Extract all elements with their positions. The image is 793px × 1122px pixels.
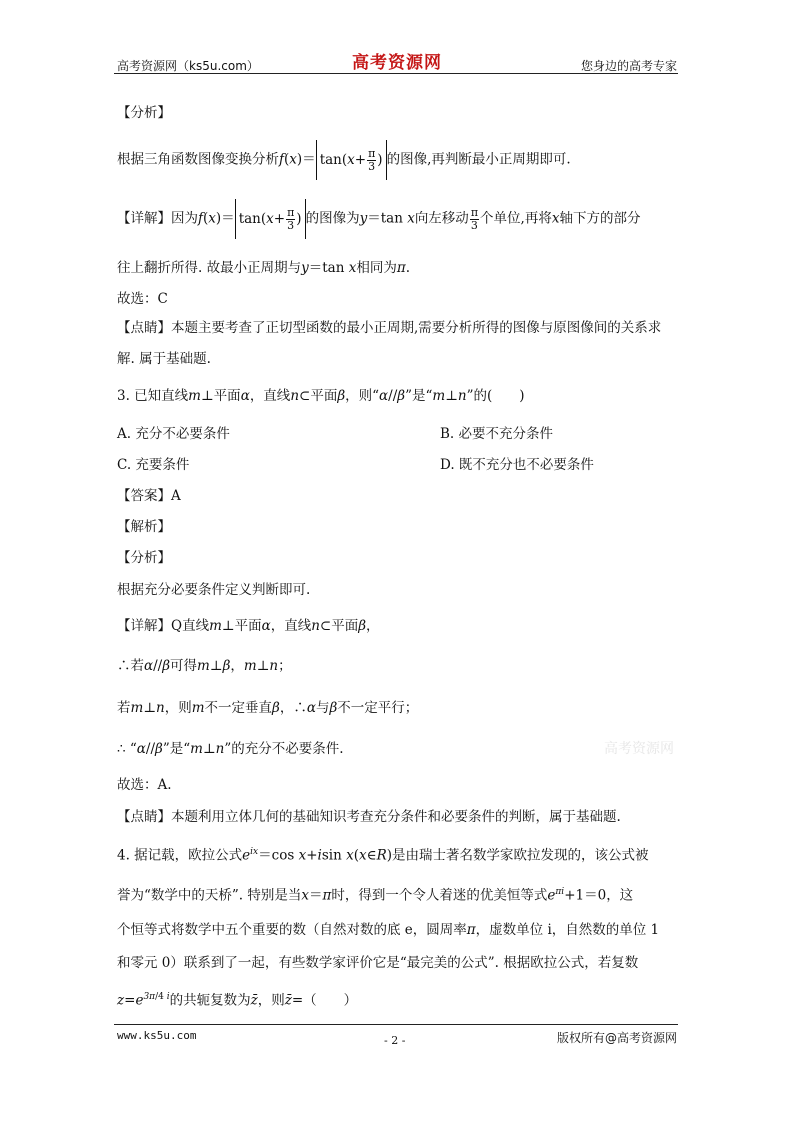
question-4-line5: $z=e^{3\pi/4 i}$的共轭复数为z̄，则z̄=（ ）: [117, 992, 358, 1009]
footer-copyright: 版权所有@高考资源网: [556, 1031, 677, 1045]
footer-divider: [114, 1024, 678, 1025]
analysis-heading-2: 【分析】: [117, 550, 171, 566]
question-4-line4: 和零元 0）联系到了一起，有些数学家评价它是“最完美的公式”. 根据欧拉公式，若复数: [117, 955, 639, 971]
option-a: A. 充分不必要条件: [117, 426, 230, 442]
header-divider: [114, 73, 678, 74]
answer-choice-text-2: 故选：A.: [117, 777, 172, 793]
detail-text-line2: 往上翻折所得. 故最小正周期与y＝tan x相同为π.: [117, 260, 410, 276]
option-b: B. 必要不充分条件: [440, 426, 554, 442]
option-d: D. 既不充分也不必要条件: [440, 457, 594, 473]
comment-text-line2: 解. 属于基础题.: [117, 351, 211, 367]
section-analysis-heading: 【分析】: [117, 105, 171, 121]
answer-choice-text: 故选：C: [117, 291, 168, 307]
answer-heading: 【答案】A: [117, 488, 181, 504]
comment-text-line1: 【点睛】本题主要考查了正切型函数的最小正周期,需要分析所得的图像与原图像间的关系求: [117, 320, 662, 336]
question-4-line2: 誉为“数学中的天桥”. 特别是当x＝π时，得到一个令人着迷的优美恒等式$e^{\pi i}+1=0$，这: [117, 887, 634, 904]
header-site-name: 高考资源网（ks5u.com）: [117, 59, 259, 73]
analysis-text-2: 根据充分必要条件定义判断即可.: [117, 582, 311, 598]
detail-2-line4: ∴ “α//β”是“m⊥n”的充分不必要条件.: [117, 741, 344, 757]
comment-text-2: 【点睛】本题利用立体几何的基础知识考查充分条件和必要条件的判断，属于基础题.: [117, 809, 621, 825]
question-3-stem: 3. 已知直线m⊥平面α，直线n⊂平面β，则“α//β”是“m⊥n”的( ): [117, 388, 525, 404]
detail-2-line1: 【详解】Q直线m⊥平面α，直线n⊂平面β，: [117, 618, 380, 634]
question-4-line3: 个恒等式将数学中五个重要的数（自然对数的底 e，圆周率π，虚数单位 i，自然数的单位 1: [117, 922, 660, 938]
detail-2-line3: 若m⊥n，则m不一定垂直β，∴α与β不一定平行；: [117, 700, 419, 716]
watermark: 高考资源网: [604, 741, 674, 757]
detail-text-line1: 【详解】因为f(x)＝ tan(x+ $\frac{\pi}{3}$ ) 的图像为y＝tan x向左移动 $\frac{\pi}{3}$ 个单位,再将x轴下方的部分: [117, 199, 640, 239]
explanation-heading: 【解析】: [117, 519, 171, 535]
page-number: - 2 -: [384, 1034, 406, 1047]
header-slogan: 您身边的高考专家: [580, 59, 677, 73]
analysis-text: 根据三角函数图像变换分析f(x)＝ tan(x+ $\frac{\pi}{3}$ ) 的图像,再判断最小正周期即可.: [117, 140, 571, 180]
header-logo: 高考资源网: [352, 53, 442, 73]
footer-url: www.ks5u.com: [117, 1029, 197, 1042]
option-c: C. 充要条件: [117, 457, 190, 473]
detail-2-line2: ∴若α//β可得m⊥β，m⊥n；: [117, 658, 292, 674]
question-4-line1: 4. 据记载，欧拉公式$e^{ix}=\cos$ x+isin x(x∈R)是由瑞士著名数学家欧拉发现的，该公式被: [117, 847, 649, 864]
